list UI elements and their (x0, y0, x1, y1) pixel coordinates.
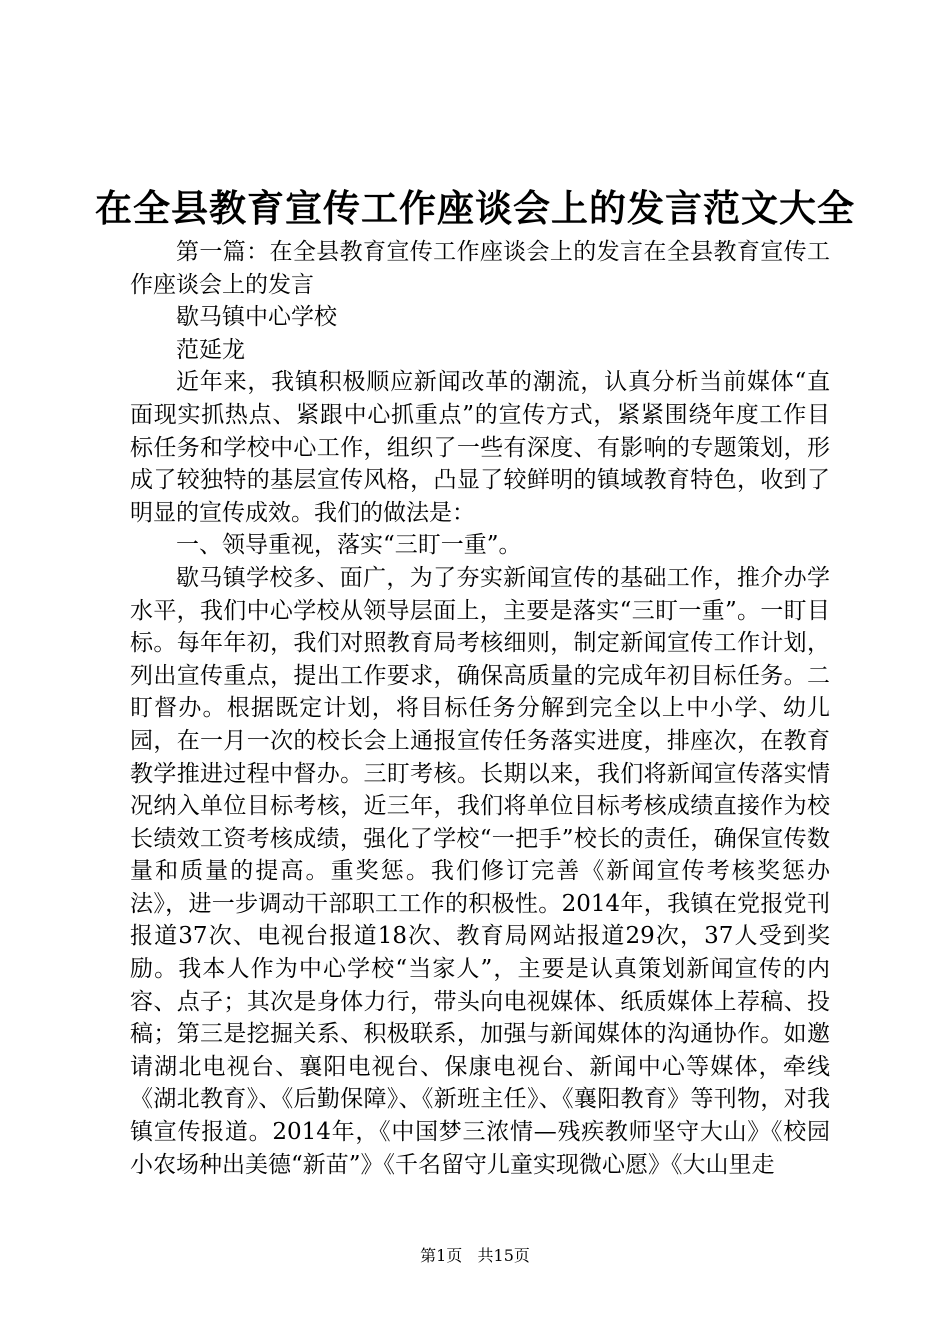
document-title: 在全县教育宣传工作座谈会上的发言范文大全 (95, 186, 855, 230)
paragraph: 范延龙 (176, 336, 245, 363)
paragraph: 歇马镇中心学校 (176, 304, 337, 331)
paragraph: 第一篇：在全县教育宣传工作座谈会上的发言在全县教育宣传工作座谈会上的发言 (130, 239, 830, 298)
page-number: 第1页 (420, 1246, 463, 1265)
paragraph: 一、领导重视，落实“三盯一重”。 (176, 532, 522, 559)
page-total: 共15页 (477, 1246, 530, 1265)
page-footer (0, 1244, 950, 1268)
paragraph: 近年来，我镇积极顺应新闻改革的潮流，认真分析当前媒体“直面现实抓热点、紧跟中心抓重点”的宣传方式，紧紧围绕年度工作目标任务和学校中心工作，组织了一些有深度、有影响的专题策划，形成了较独特的基层宣传风格，凸显了较鲜明的镇域教育特色，收到了明显的宣传成效。我们的做法是： (130, 369, 830, 526)
document-body (130, 236, 830, 1181)
page-separator (467, 1246, 472, 1265)
paragraph: 歇马镇学校多、面广，为了夯实新闻宣传的基础工作，推介办学水平，我们中心学校从领导层面上，主要是落实“三盯一重”。一盯目标。每年年初，我们对照教育局考核细则，制定新闻宣传工作计划，列出宣传重点，提出工作要求，确保高质量的完成年初目标任务。二盯督办。根据既定计划，将目标任务分解到完全以上中小学、幼儿园，在一月一次的校长会上通报宣传任务落实进度，排座次，在教育教学推进过程中督办。三盯考核。长期以来，我们将新闻宣传落实情况纳入单位目标考核，近三年，我们将单位目标考核成绩直接作为校长绩效工资考核成绩，强化了学校“一把手”校长的责任，确保宣传数量和质量的提高。重奖惩。我们修订完善《新闻宣传考核奖惩办法》，进一步调动干部职工工作的积极性。2014年，我镇在党报党刊报道37次、电视台报道18次、教育局网站报道29次，37人受到奖励。我本人作为中心学校“当家人”，主要是认真策划新闻宣传的内容、点子；其次是身体力行，带头向电视媒体、纸质媒体上荐稿、投稿；第三是挖掘关系、积极联系，加强与新闻媒体的沟通协作。如邀请湖北电视台、襄阳电视台、保康电视台、新闻中心等媒体，牵线《湖北教育》、《后勤保障》、《新班主任》、《襄阳教育》等刊物，对我镇宣传报道。2014年，《中国梦三浓情—残疾教师坚守大山》《校园小农场种出美德“新苗”》《千名留守儿童实现微心愿》《大山里走 (130, 564, 830, 1178)
